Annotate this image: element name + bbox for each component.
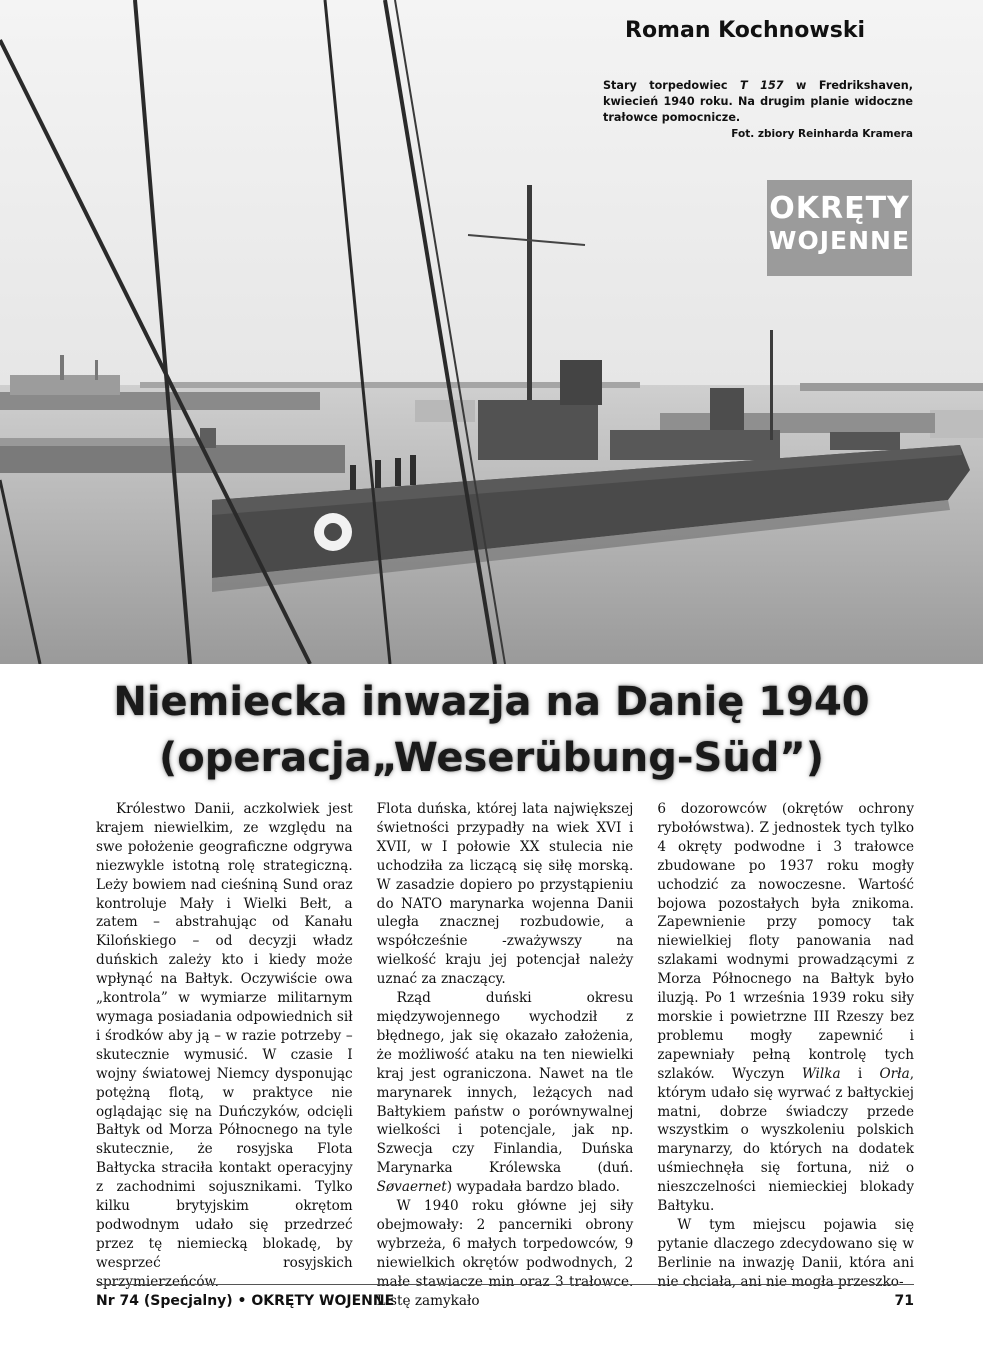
paragraph: W 1940 roku główne jej siły obejmowały: 2 pancerniki obrony wybrzeża, 6 małych torpedowców, 9 niewielkich okrętów podwodnych, 2 małe stawiacze min oraz 3 trałowce. Listę zamykało (376, 1198, 634, 1309)
article-title (0, 676, 983, 788)
paragraph-text: , którym udało się wyrwać z bałtyckiej matni, dobrze świadczy przede wszystkim o wyszkoleniu polskich marynarzy, do których na dodatek uśmiechnęła się fortuna, niż o nieszczelności niemieckiej blokady Bałtyku. (657, 1065, 915, 1215)
paragraph (657, 800, 914, 1216)
caption-text-start: Stary torpedowiec (603, 79, 741, 92)
column-3 (657, 800, 915, 1290)
footer-divider (96, 1284, 914, 1285)
logo-line1: OKRĘTY (769, 191, 910, 226)
caption-text-end: w Fredrikshaven, kwiecień 1940 roku. Na drugim planie widoczne trałowce pomocnicze. (603, 79, 913, 124)
paragraph-text: Rząd duński okresu międzywojennego wychodził z błędnego, jak się okazało założenia, że możliwość ataku na ten niewielki kraj jest ograniczona. Nawet na tle marynarek innych, leżących nad Bałtykiem państw o porównywalnej wielkości i potencjale, jak np. Szwecja czy Finlandia, Duńska Marynarka Królewska (duń. (376, 990, 634, 1177)
caption-ship-name: T 157 (740, 79, 784, 92)
title-line2: (operacja„Weserübung-Süd”) (158, 735, 825, 781)
logo-line2: WOJENNE (768, 226, 911, 255)
author-name: Roman Kochnowski (625, 18, 865, 43)
paragraph (377, 989, 634, 1197)
paragraph-text: ) wypadała bardzo blado. (446, 1179, 620, 1196)
emphasis-text: Orła (879, 1065, 910, 1082)
photo-caption (603, 78, 913, 142)
emphasis-text: Søvaernet (376, 1179, 447, 1196)
footer-issue: Nr 74 (Specjalny) • OKRĘTY WOJENNE (96, 1293, 395, 1309)
paragraph: Królestwo Danii, aczkolwiek jest krajem niewielkim, ze względu na swe położenie geograficzne odgrywa niezwykle istotną rolę strategiczną. Leży bowiem nad cieśniną Sund oraz kontroluje Mały i Wielki Bełt, a zatem – abstrahując od Kanału Kilońskiego – od decyzji władz duńskich zależy kto i kiedy może wpłynąć na Bałtyk. Oczywiście owa „kontrola” w wymiarze militarnym wymaga posiadania odpowiednich sił i środków aby ją – w razie potrzeby – skutecznie wymusić. W czasie I wojny światowej Niemcy dysponując potężną flotą, w praktyce nie oglądając się na Duńczyków, odcięli Bałtyk od Morza Północnego na tyle skutecznie, że rosyjska Flota Bałtycka straciła kontakt operacyjny z zachodnimi sojusznikami. Tylko kilku brytyjskim okrętom podwodnym udało się przedrzeć przez tę niemiecką blokadę, by wesprzeć rosyjskich sprzymierzeńców. (96, 801, 353, 1290)
column-1 (96, 800, 353, 1290)
column-2 (376, 800, 634, 1309)
paragraph-text: i (840, 1065, 880, 1082)
paragraph: Flota duńska, której lata największej świetności przypadły na wiek XVI i XVII, w I połowie XX stulecia nie uchodziła za liczącą się siłę morską. W zasadzie dopiero po przystąpieniu do NATO marynarka wojenna Danii uległa znacznej rozbudowie, a współcześnie -zważywszy na wielkość kraju jej potencjał należy uznać za znaczący. (376, 801, 634, 988)
photo-credit: Fot. zbiory Reinharda Kramera (731, 128, 913, 140)
page-number: 71 (894, 1293, 914, 1309)
emphasis-text: Wilka (801, 1065, 841, 1082)
paragraph: W tym miejscu pojawia się pytanie dlaczego zdecydowano się w Berlinie na inwazję Danii, która ani nie chciała, ani nie mogła przeszko- (657, 1216, 915, 1290)
title-line1: Niemiecka inwazja na Danię 1940 (113, 679, 870, 725)
magazine-logo (767, 180, 912, 276)
paragraph-text: 6 dozorowców (okrętów ochrony rybołówstwa). Z jednostek tych tylko 4 okręty podwodne i 3 trałowce zbudowane po 1937 roku mogły uchodzić za nowoczesne. Wartość bojowa pozostałych była znikoma. Zapewnienie przy pomocy tak niewielkiej floty panowania nad szlakami wodnymi prowadzącymi z Morza Północnego na Bałtyk było iluzją. Po 1 września 1939 roku siły morskie i powietrzne III Rzeszy bez problemu mogły zapewnić i zapewniały pełną kontrolę tych szlaków. Wyczyn (657, 801, 915, 1082)
